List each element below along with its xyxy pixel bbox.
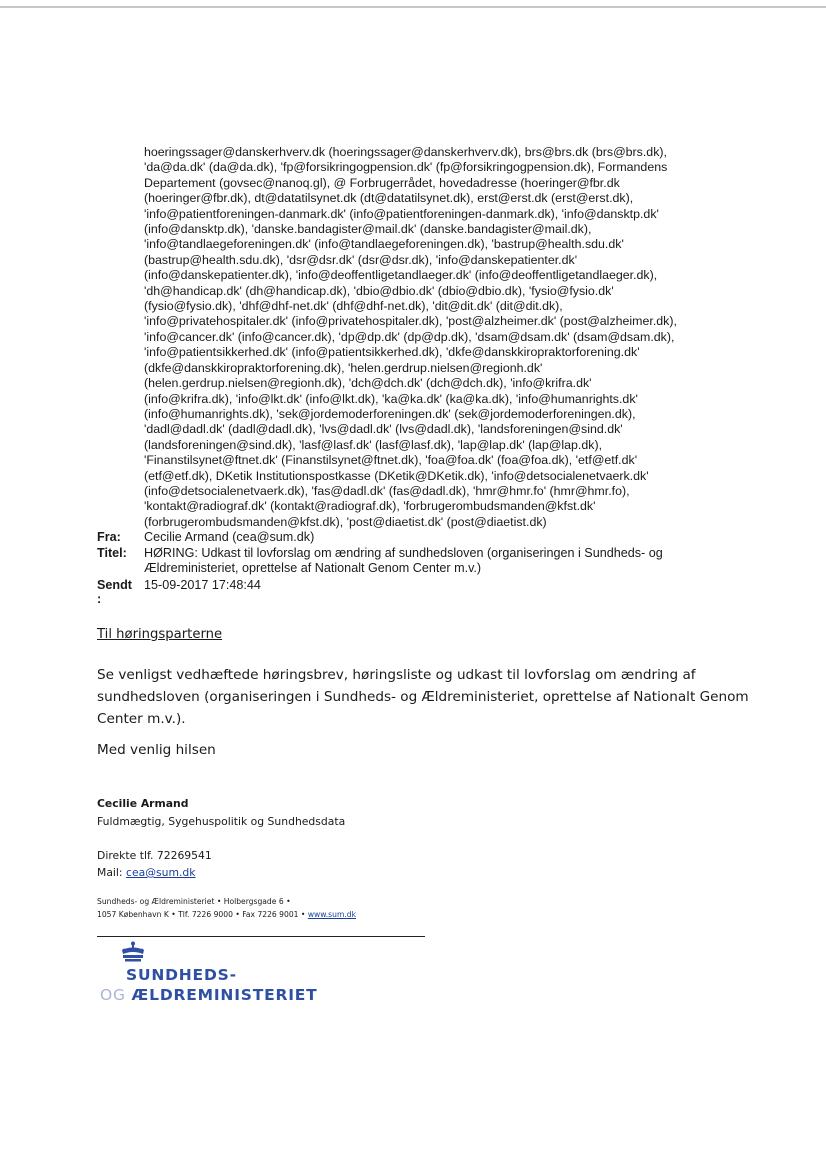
address-block [97, 895, 356, 921]
recipients-list [144, 145, 744, 530]
sent-value: 15-09-2017 17:48:44 [144, 578, 261, 592]
recipient-line: 'info@patientforeningen-danmark.dk' (info@patientforeningen-danmark.dk), 'info@dansktp.dk' [144, 206, 659, 221]
logo-ministry: ÆLDREMINISTERIET [131, 986, 318, 1004]
from-label: Fra: [97, 530, 121, 544]
sent-colon: : [97, 592, 102, 606]
paragraph-line: Center m.v.). [97, 711, 186, 727]
signature-divider [97, 936, 425, 937]
recipient-line: (bastrup@health.sdu.dk), 'dsr@dsr.dk' (dsr@dsr.dk), 'info@danskepatienter.dk' [144, 252, 578, 267]
recipient-line: (info@krifra.dk), 'info@lkt.dk' (info@lkt.dk), 'ka@ka.dk' (ka@ka.dk), 'info@humanrights.dk' [144, 391, 638, 406]
recipient-line: (dkfe@danskkiropraktorforening.dk), 'helen.gerdrup.nielsen@regionh.dk' [144, 360, 543, 375]
recipient-line: Departement (govsec@nanoq.gl), @ Forbrugerrådet, hovedadresse (hoeringer@fbr.dk [144, 175, 620, 190]
signature-mail [97, 866, 196, 879]
recipient-line: (info@humanrights.dk), 'sek@jordemoderforeningen.dk' (sek@jordemoderforeningen.dk), [144, 406, 636, 421]
recipient-line: 'da@da.dk' (da@da.dk), 'fp@forsikringogpension.dk' (fp@forsikringogpension.dk), Formandens [144, 160, 668, 175]
recipient-line: 'info@privatehospitaler.dk' (info@privatehospitaler.dk), 'post@alzheimer.dk' (post@alzheimer.dk), [144, 314, 677, 329]
top-rule [0, 6, 826, 8]
mail-label: Mail: [97, 866, 127, 879]
recipient-line: 'kontakt@radiograf.dk' (kontakt@radiograf.dk), 'forbrugerombudsmanden@kfst.dk' [144, 499, 596, 514]
logo-line-2 [100, 986, 318, 1004]
title-label: Titel: [97, 546, 127, 560]
crown-icon [118, 941, 148, 965]
sent-label: Sendt [97, 578, 132, 592]
recipient-line: (info@detsocialenetvaerk.dk), 'fas@dadl.dk' (fas@dadl.dk), 'hmr@hmr.fo' (hmr@hmr.fo), [144, 483, 630, 498]
recipient-line: (helen.gerdrup.nielsen@regionh.dk), 'dch@dch.dk' (dch@dch.dk), 'info@krifra.dk' [144, 376, 592, 391]
signature-phone: Direkte tlf. 72269541 [97, 849, 212, 862]
recipient-line: (landsforeningen@sind.dk), 'lasf@lasf.dk' (lasf@lasf.dk), 'lap@lap.dk' (lap@lap.dk), [144, 437, 603, 452]
recipient-line: (forbrugerombudsmanden@kfst.dk), 'post@diaetist.dk' (post@diaetist.dk) [144, 514, 547, 529]
recipient-line: 'dh@handicap.dk' (dh@handicap.dk), 'dbio@dbio.dk' (dbio@dbio.dk), 'fysio@fysio.dk' [144, 283, 614, 298]
recipient-line: 'info@patientsikkerhed.dk' (info@patientsikkerhed.dk), 'dkfe@danskkiropraktorforening.dk' [144, 345, 640, 360]
recipient-line: hoeringssager@danskerhverv.dk (hoeringssager@danskerhverv.dk), brs@brs.dk (brs@brs.dk), [144, 145, 667, 159]
address-line-2 [97, 908, 356, 921]
body-paragraph [97, 664, 749, 730]
paragraph-line: Se venligst vedhæftede høringsbrev, høringsliste og udkast til lovforslag om ændring af [97, 667, 696, 683]
recipient-line: 'dadl@dadl.dk' (dadl@dadl.dk), 'lvs@dadl.dk' (lvs@dadl.dk), 'landsforeningen@sind.dk' [144, 422, 623, 437]
title-line-1: HØRING: Udkast til lovforslag om ændring af sundhedsloven (organiseringen i Sundheds- og [144, 546, 663, 560]
logo-og: OG [100, 986, 132, 1004]
title-line-2: Ældreministeriet, oprettelse af Nationalt Genom Center m.v.) [144, 561, 482, 575]
from-value: Cecilie Armand (cea@sum.dk) [144, 530, 315, 544]
recipient-line: (etf@etf.dk), DKetik Institutionspostkasse (DKetik@DKetik.dk), 'info@detsocialenetvaerk.dk' [144, 468, 649, 483]
recipient-line: (info@danskepatienter.dk), 'info@deoffentligetandlaeger.dk' (info@deoffentligetandlaeger.dk), [144, 268, 658, 283]
mail-link[interactable]: cea@sum.dk [126, 866, 196, 879]
signature-title: Fuldmægtig, Sygehuspolitik og Sundhedsdata [97, 815, 346, 828]
recipient-line: (fysio@fysio.dk), 'dhf@dhf-net.dk' (dhf@dhf-net.dk), 'dit@dit.dk' (dit@dit.dk), [144, 299, 563, 314]
salutation: Til høringsparterne [97, 627, 223, 642]
recipient-line: 'Finanstilsynet@ftnet.dk' (Finanstilsynet@ftnet.dk), 'foa@foa.dk' (foa@foa.dk), 'etf@etf.dk' [144, 453, 638, 468]
recipient-line: 'info@tandlaegeforeningen.dk' (info@tandlaegeforeningen.dk), 'bastrup@health.sdu.dk' [144, 237, 624, 252]
address-line-2-text: 1057 København K • Tlf. 7226 9000 • Fax 7226 9001 • [97, 910, 308, 919]
signature-name: Cecilie Armand [97, 797, 189, 810]
recipient-line: 'info@cancer.dk' (info@cancer.dk), 'dp@dp.dk' (dp@dp.dk), 'dsam@dsam.dk' (dsam@dsam.dk), [144, 329, 675, 344]
recipient-line: (info@dansktp.dk), 'danske.bandagister@mail.dk' (danske.bandagister@mail.dk), [144, 222, 592, 237]
logo-line-1: SUNDHEDS- [126, 966, 237, 984]
paragraph-line: sundhedsloven (organiseringen i Sundheds- og Ældreministeriet, oprettelse af Nationalt Genom [97, 689, 749, 705]
recipient-line: (hoeringer@fbr.dk), dt@datatilsynet.dk (dt@datatilsynet.dk), erst@erst.dk (erst@erst.dk), [144, 191, 634, 206]
website-link[interactable]: www.sum.dk [307, 910, 356, 919]
address-line-1: Sundheds- og Ældreministeriet • Holbergsgade 6 • [97, 897, 291, 906]
closing: Med venlig hilsen [97, 742, 216, 758]
